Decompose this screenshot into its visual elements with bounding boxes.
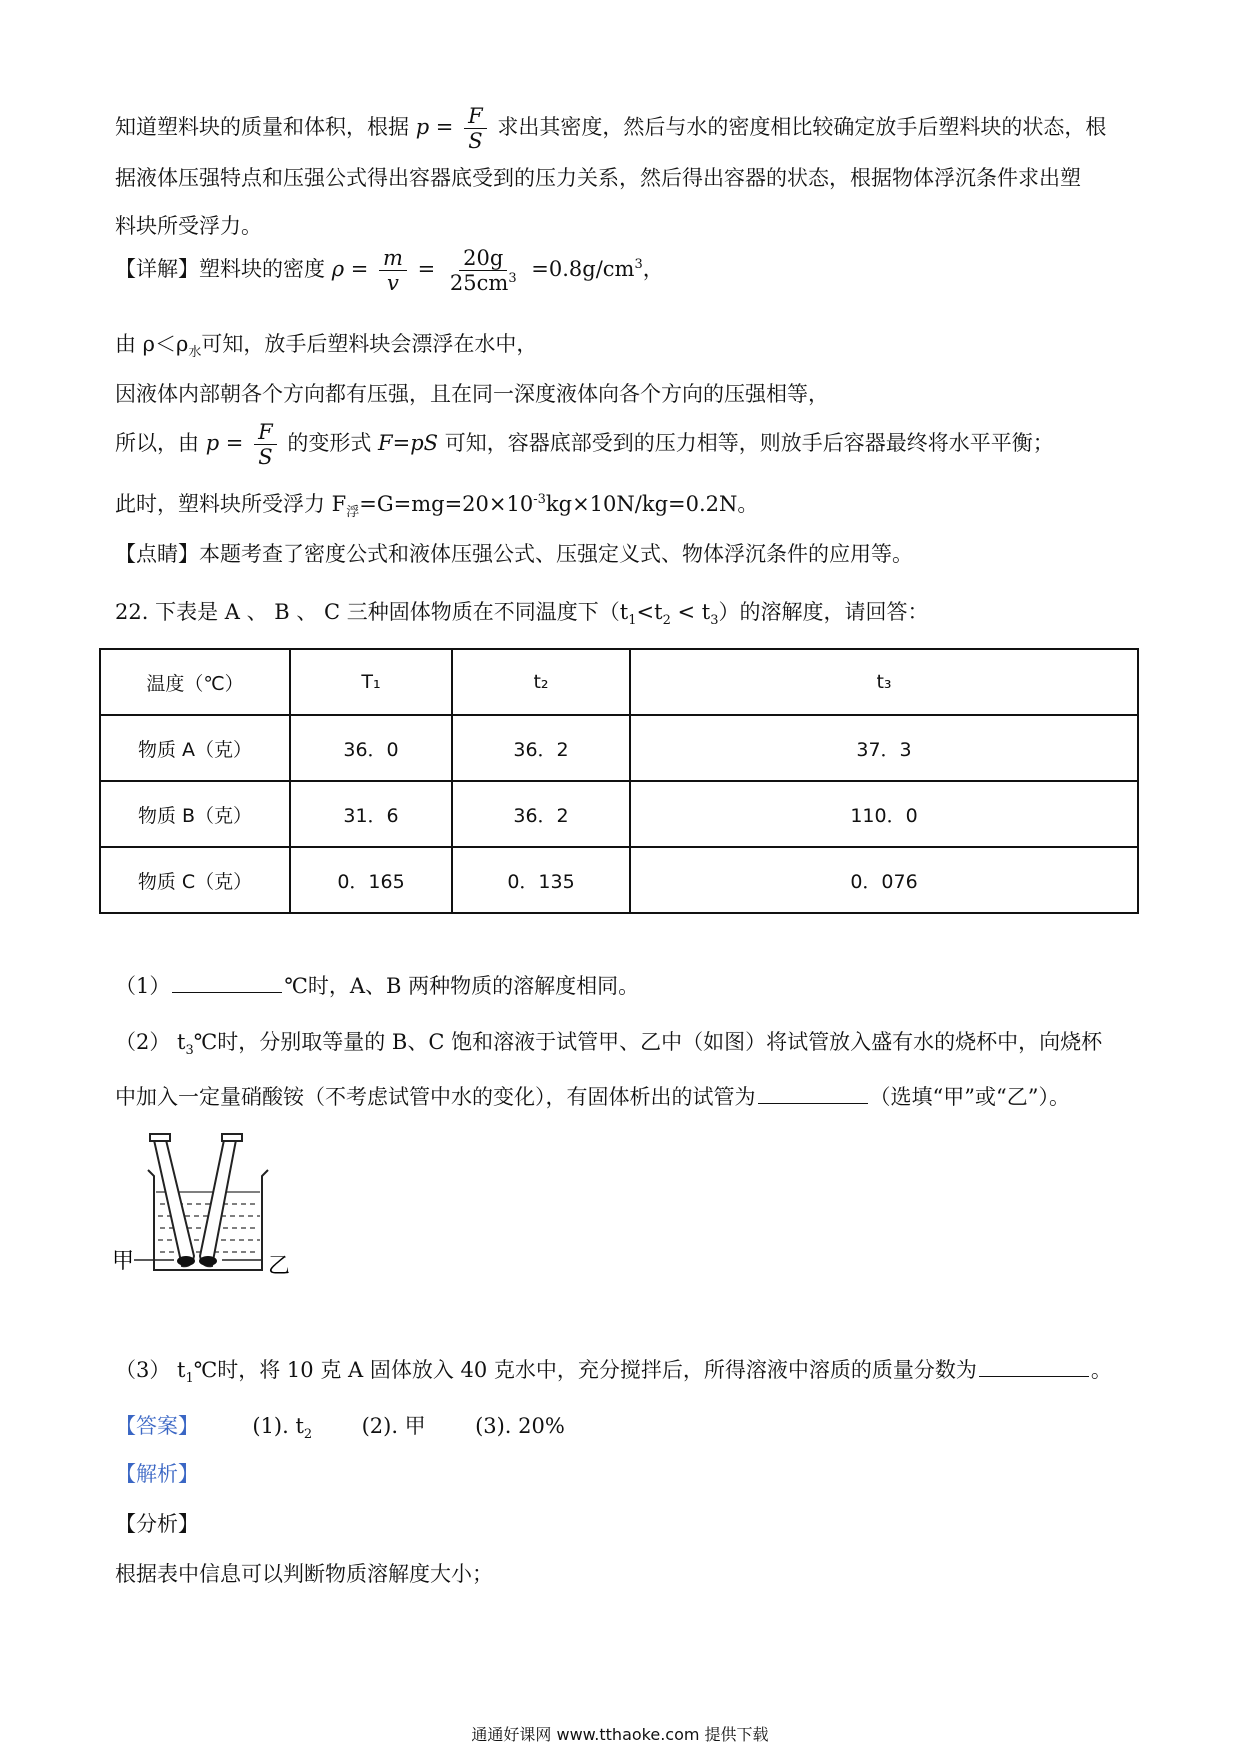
formula-p-lhs: p =	[415, 115, 454, 140]
subscript: 1	[628, 613, 637, 629]
test-tube-yi	[199, 1134, 242, 1266]
fenxi-label: 【分析】	[115, 1512, 199, 1536]
fraction-numerator: F	[464, 104, 487, 129]
equals-sign: =	[417, 257, 436, 282]
text: 的变形式	[287, 431, 372, 456]
table-cell: 物质 C（克）	[100, 847, 290, 913]
punct: ，	[642, 257, 664, 282]
formula-inline: F=pS	[378, 431, 439, 456]
text: 中加入一定量硝酸铵（不考虑试管中水的变化），有固体析出的试管为	[115, 1085, 756, 1109]
text: 22. 下表是 A 、 B 、 C 三种固体物质在不同温度下（t	[115, 600, 629, 624]
subscript: 1	[185, 1371, 194, 1387]
subscript: 3	[710, 613, 719, 629]
table-header-row	[100, 649, 1138, 715]
table-header: t₂	[452, 649, 630, 715]
volume-exponent: 3	[508, 271, 517, 287]
table-cell: 0．076	[630, 847, 1138, 913]
formula-p-lhs: p =	[205, 431, 244, 456]
table-cell: 37．3	[630, 715, 1138, 781]
test-tube-jia	[150, 1134, 195, 1266]
text: kg×10N/kg=0.2N。	[545, 492, 759, 516]
para1-line1-full	[115, 104, 1130, 153]
table-cell: 110．0	[630, 781, 1138, 847]
text: ℃时，将 10 克 A 固体放入 40 克水中，充分搅拌后，所得溶液中溶质的质量分数为	[193, 1358, 977, 1382]
detail-line	[115, 246, 1130, 295]
text: （选填“甲”或“乙”）。	[869, 1085, 1070, 1109]
value-fraction	[446, 246, 521, 295]
rho-lhs: ρ =	[331, 257, 369, 282]
table-cell: 物质 A（克）	[100, 715, 290, 781]
sub-question-2-line2	[115, 1083, 1130, 1112]
subscript: 3	[185, 1043, 194, 1059]
table-cell: 36．2	[452, 781, 630, 847]
table-cell: 0．135	[452, 847, 630, 913]
fraction-denominator: S	[258, 445, 273, 470]
density-exponent: 3	[634, 257, 643, 273]
label-jia: 甲	[112, 1249, 135, 1274]
volume-value-text: 25cm	[449, 271, 509, 296]
superscript: -3	[533, 492, 546, 507]
mass-value: 20g	[459, 246, 507, 271]
text: < t	[670, 600, 711, 624]
answer-label: 【答案】	[115, 1414, 199, 1438]
text: （2） t	[115, 1030, 186, 1054]
table-cell: 0．165	[290, 847, 452, 913]
line5	[115, 330, 1130, 362]
solubility-table	[99, 648, 1139, 914]
table-cell: 物质 B（克）	[100, 781, 290, 847]
footer: 通通好课网 www.tthaoke.com 提供下载	[471, 1725, 769, 1744]
table-cell: 31．6	[290, 781, 452, 847]
table-row	[100, 847, 1138, 913]
line7	[115, 420, 1130, 469]
subscript: 浮	[346, 505, 360, 521]
beaker-diagram	[112, 1130, 312, 1280]
text: （3） t	[115, 1358, 186, 1382]
text: 可知，容器底部受到的压力相等，则放手后容器最终将水平平衡；	[444, 431, 1054, 456]
table-header: 温度（℃）	[100, 649, 290, 715]
mass-symbol: m	[379, 246, 407, 271]
table-cell: 36．2	[452, 715, 630, 781]
para1-line2: 据液体压强特点和压强公式得出容器底受到的压力关系，然后得出容器的状态，根据物体浮沉条件求出塑	[115, 166, 1081, 190]
answer-2: (2). 甲	[361, 1414, 426, 1438]
density-result: =0.8g/cm	[531, 257, 635, 282]
intro-text: 知道塑料块的质量和体积，根据	[115, 115, 409, 140]
subscript: 2	[662, 613, 671, 629]
text: 所以，由	[115, 431, 199, 456]
subscript: 2	[303, 1427, 313, 1443]
answer-3: (3). 20%	[475, 1414, 565, 1438]
table-header: T₁	[290, 649, 452, 715]
fraction-denominator: S	[468, 129, 483, 154]
text: （1）	[115, 974, 171, 998]
answer-blank	[979, 1358, 1089, 1377]
question-22	[115, 598, 1130, 630]
table-row	[100, 781, 1138, 847]
table-header: t₃	[630, 649, 1138, 715]
table-row	[100, 715, 1138, 781]
volume-value	[446, 271, 521, 295]
line6: 因液体内部朝各个方向都有压强，且在同一深度液体向各个方向的压强相等，	[115, 382, 829, 406]
text: 此时，塑料块所受浮力 F	[115, 492, 347, 516]
formula-fraction	[464, 104, 487, 153]
text: ℃时，分别取等量的 B、C 饱和溶液于试管甲、乙中（如图）将试管放入盛有水的烧杯中，向烧杯	[193, 1030, 1103, 1054]
fraction-numerator: F	[254, 420, 277, 445]
text: ℃时，A、B 两种物质的溶解度相同。	[284, 974, 640, 998]
formula-fraction	[254, 420, 277, 469]
table-cell: 36．0	[290, 715, 452, 781]
text: <t	[636, 600, 663, 624]
para1-line3: 料块所受浮力。	[115, 214, 262, 238]
label-yi: 乙	[268, 1254, 291, 1279]
last-line: 根据表中信息可以判断物质溶解度大小；	[115, 1562, 493, 1586]
sub-question-1	[115, 972, 1130, 1001]
line8	[115, 490, 1130, 522]
density-fraction	[379, 246, 407, 295]
intro-text-cont: 求出其密度，然后与水的密度相比较确定放手后塑料块的状态，根	[497, 115, 1107, 140]
detail-heading: 【详解】塑料块的密度	[115, 257, 325, 282]
answer-1: (1). t	[252, 1414, 304, 1438]
answer-blank	[758, 1085, 868, 1104]
text: ）的溶解度，请回答：	[718, 600, 929, 624]
text: 。	[1090, 1358, 1112, 1382]
text: 由 ρ＜ρ	[115, 332, 189, 356]
sub-question-3	[115, 1356, 1130, 1388]
answer-line	[115, 1412, 1130, 1444]
text: =G=mg=20×10	[359, 492, 534, 516]
line9-note: 【点睛】本题考查了密度公式和液体压强公式、压强定义式、物体浮沉条件的应用等。	[115, 542, 913, 566]
sub-question-2-line1	[115, 1028, 1130, 1060]
subscript: 水	[188, 345, 202, 361]
text: 可知，放手后塑料块会漂浮在水中，	[201, 332, 538, 356]
volume-symbol: v	[387, 271, 399, 296]
answer-blank	[172, 974, 282, 993]
analysis-label: 【解析】	[115, 1462, 199, 1486]
